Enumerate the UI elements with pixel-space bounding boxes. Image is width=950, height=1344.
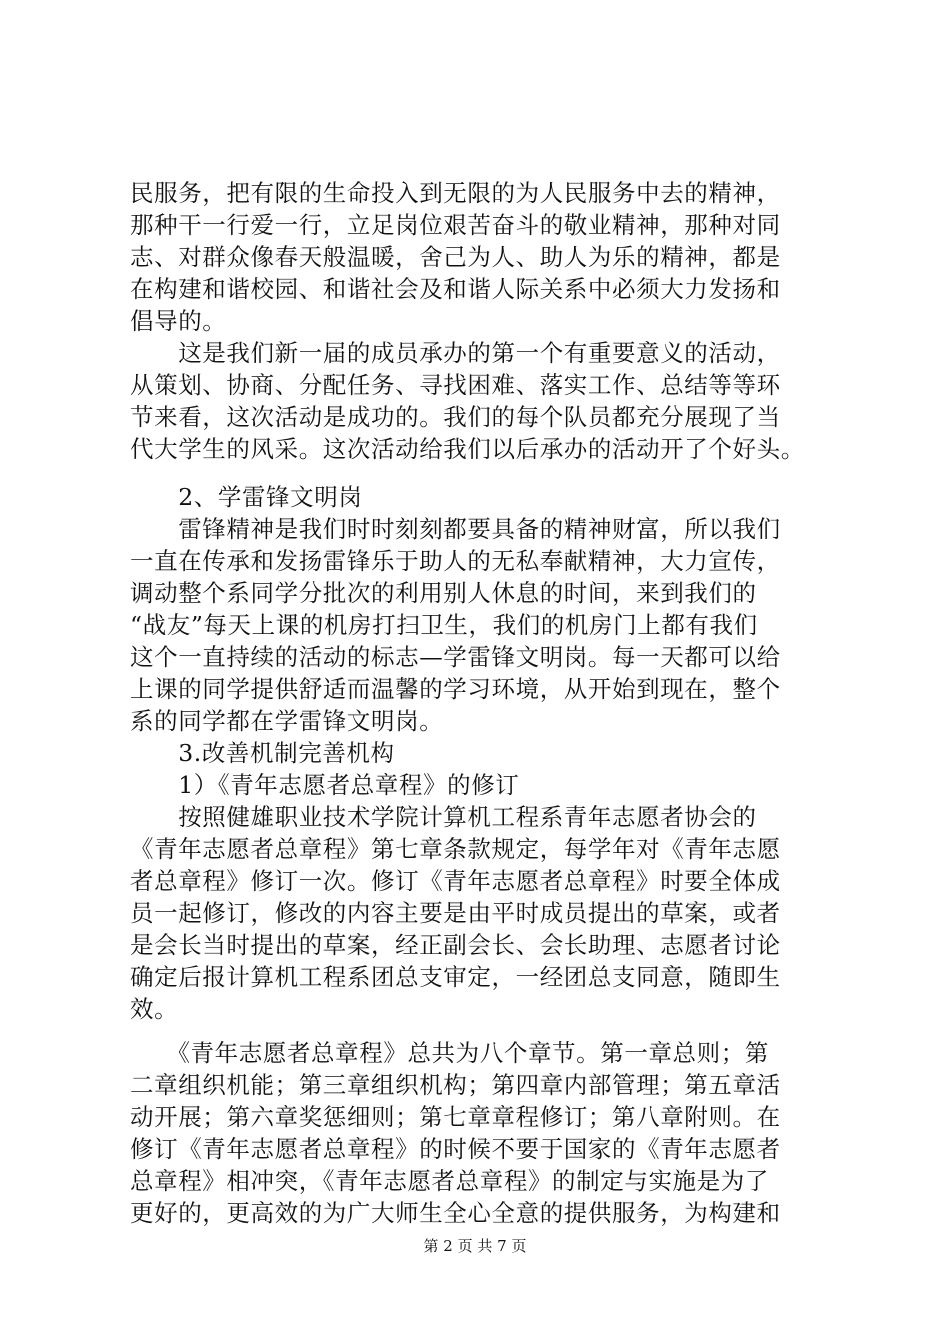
text-line: “战友”每天上课的机房打扫卫生，我们的机房门上都有我们: [130, 611, 758, 639]
text-line: 修订《青年志愿者总章程》的时候不要于国家的《青年志愿者: [130, 1135, 781, 1163]
page-footer: 第 2 页 共 7 页: [423, 1237, 527, 1255]
text-line: 倡导的。: [130, 307, 227, 335]
text-line: 在构建和谐校园、和谐社会及和谐人际关系中必须大力发扬和: [130, 275, 781, 303]
text-line: 从策划、协商、分配任务、寻找困难、落实工作、总结等等环: [130, 371, 781, 399]
text-line: 《青年志愿者总章程》总共为八个章节。第一章总则；第: [130, 1039, 769, 1067]
text-line: 上课的同学提供舒适而温馨的学习环境，从开始到现在，整个: [130, 675, 781, 703]
text-line: 效。: [130, 995, 179, 1023]
text-line: 代大学生的风采。这次活动给我们以后承办的活动开了个好头。: [130, 435, 805, 463]
text-line: 员一起修订，修改的内容主要是由平时成员提出的草案，或者: [130, 899, 781, 927]
text-line: 动开展；第六章奖惩细则；第七章章程修订；第八章附则。在: [130, 1103, 781, 1131]
text-line: 更好的，更高效的为广大师生全心全意的提供服务，为构建和: [130, 1199, 781, 1227]
text-line: 雷锋精神是我们时时刻刻都要具备的精神财富，所以我们: [130, 515, 781, 543]
text-line: 民服务，把有限的生命投入到无限的为人民服务中去的精神，: [130, 179, 781, 207]
text-line: 二章组织机能；第三章组织机构；第四章内部管理；第五章活: [130, 1071, 781, 1099]
text-line: 《青年志愿者总章程》第七章条款规定，每学年对《青年志愿: [130, 835, 781, 863]
text-line: 总章程》相冲突，《青年志愿者总章程》的制定与实施是为了: [130, 1167, 769, 1195]
text-line: 志、对群众像春天般温暖，舍己为人、助人为乐的精神，都是: [130, 243, 781, 271]
text-line: 是会长当时提出的草案，经正副会长、会长助理、志愿者讨论: [130, 931, 781, 959]
text-line: 按照健雄职业技术学院计算机工程系青年志愿者协会的: [130, 803, 757, 831]
text-line: 者总章程》修订一次。修订《青年志愿者总章程》时要全体成: [130, 867, 781, 895]
text-line: 那种干一行爱一行，立足岗位艰苦奋斗的敬业精神，那种对同: [130, 211, 781, 239]
text-line: 节来看，这次活动是成功的。我们的每个队员都充分展现了当: [130, 403, 781, 431]
section-heading: 2、学雷锋文明岗: [130, 483, 363, 511]
section-heading: 3.改善机制完善机构: [130, 739, 395, 767]
text-line: 这个一直持续的活动的标志—学雷锋文明岗。每一天都可以给: [130, 643, 781, 671]
subsection-heading: 1）《青年志愿者总章程》的修订: [130, 771, 520, 799]
text-line: 系的同学都在学雷锋文明岗。: [130, 707, 444, 735]
text-line: 一直在传承和发扬雷锋乐于助人的无私奉献精神，大力宣传，: [130, 547, 781, 575]
text-line: 调动整个系同学分批次的利用别人休息的时间，来到我们的: [130, 579, 757, 607]
text-line: 这是我们新一届的成员承办的第一个有重要意义的活动，: [130, 339, 781, 367]
text-line: 确定后报计算机工程系团总支审定，一经团总支同意，随即生: [130, 963, 781, 991]
